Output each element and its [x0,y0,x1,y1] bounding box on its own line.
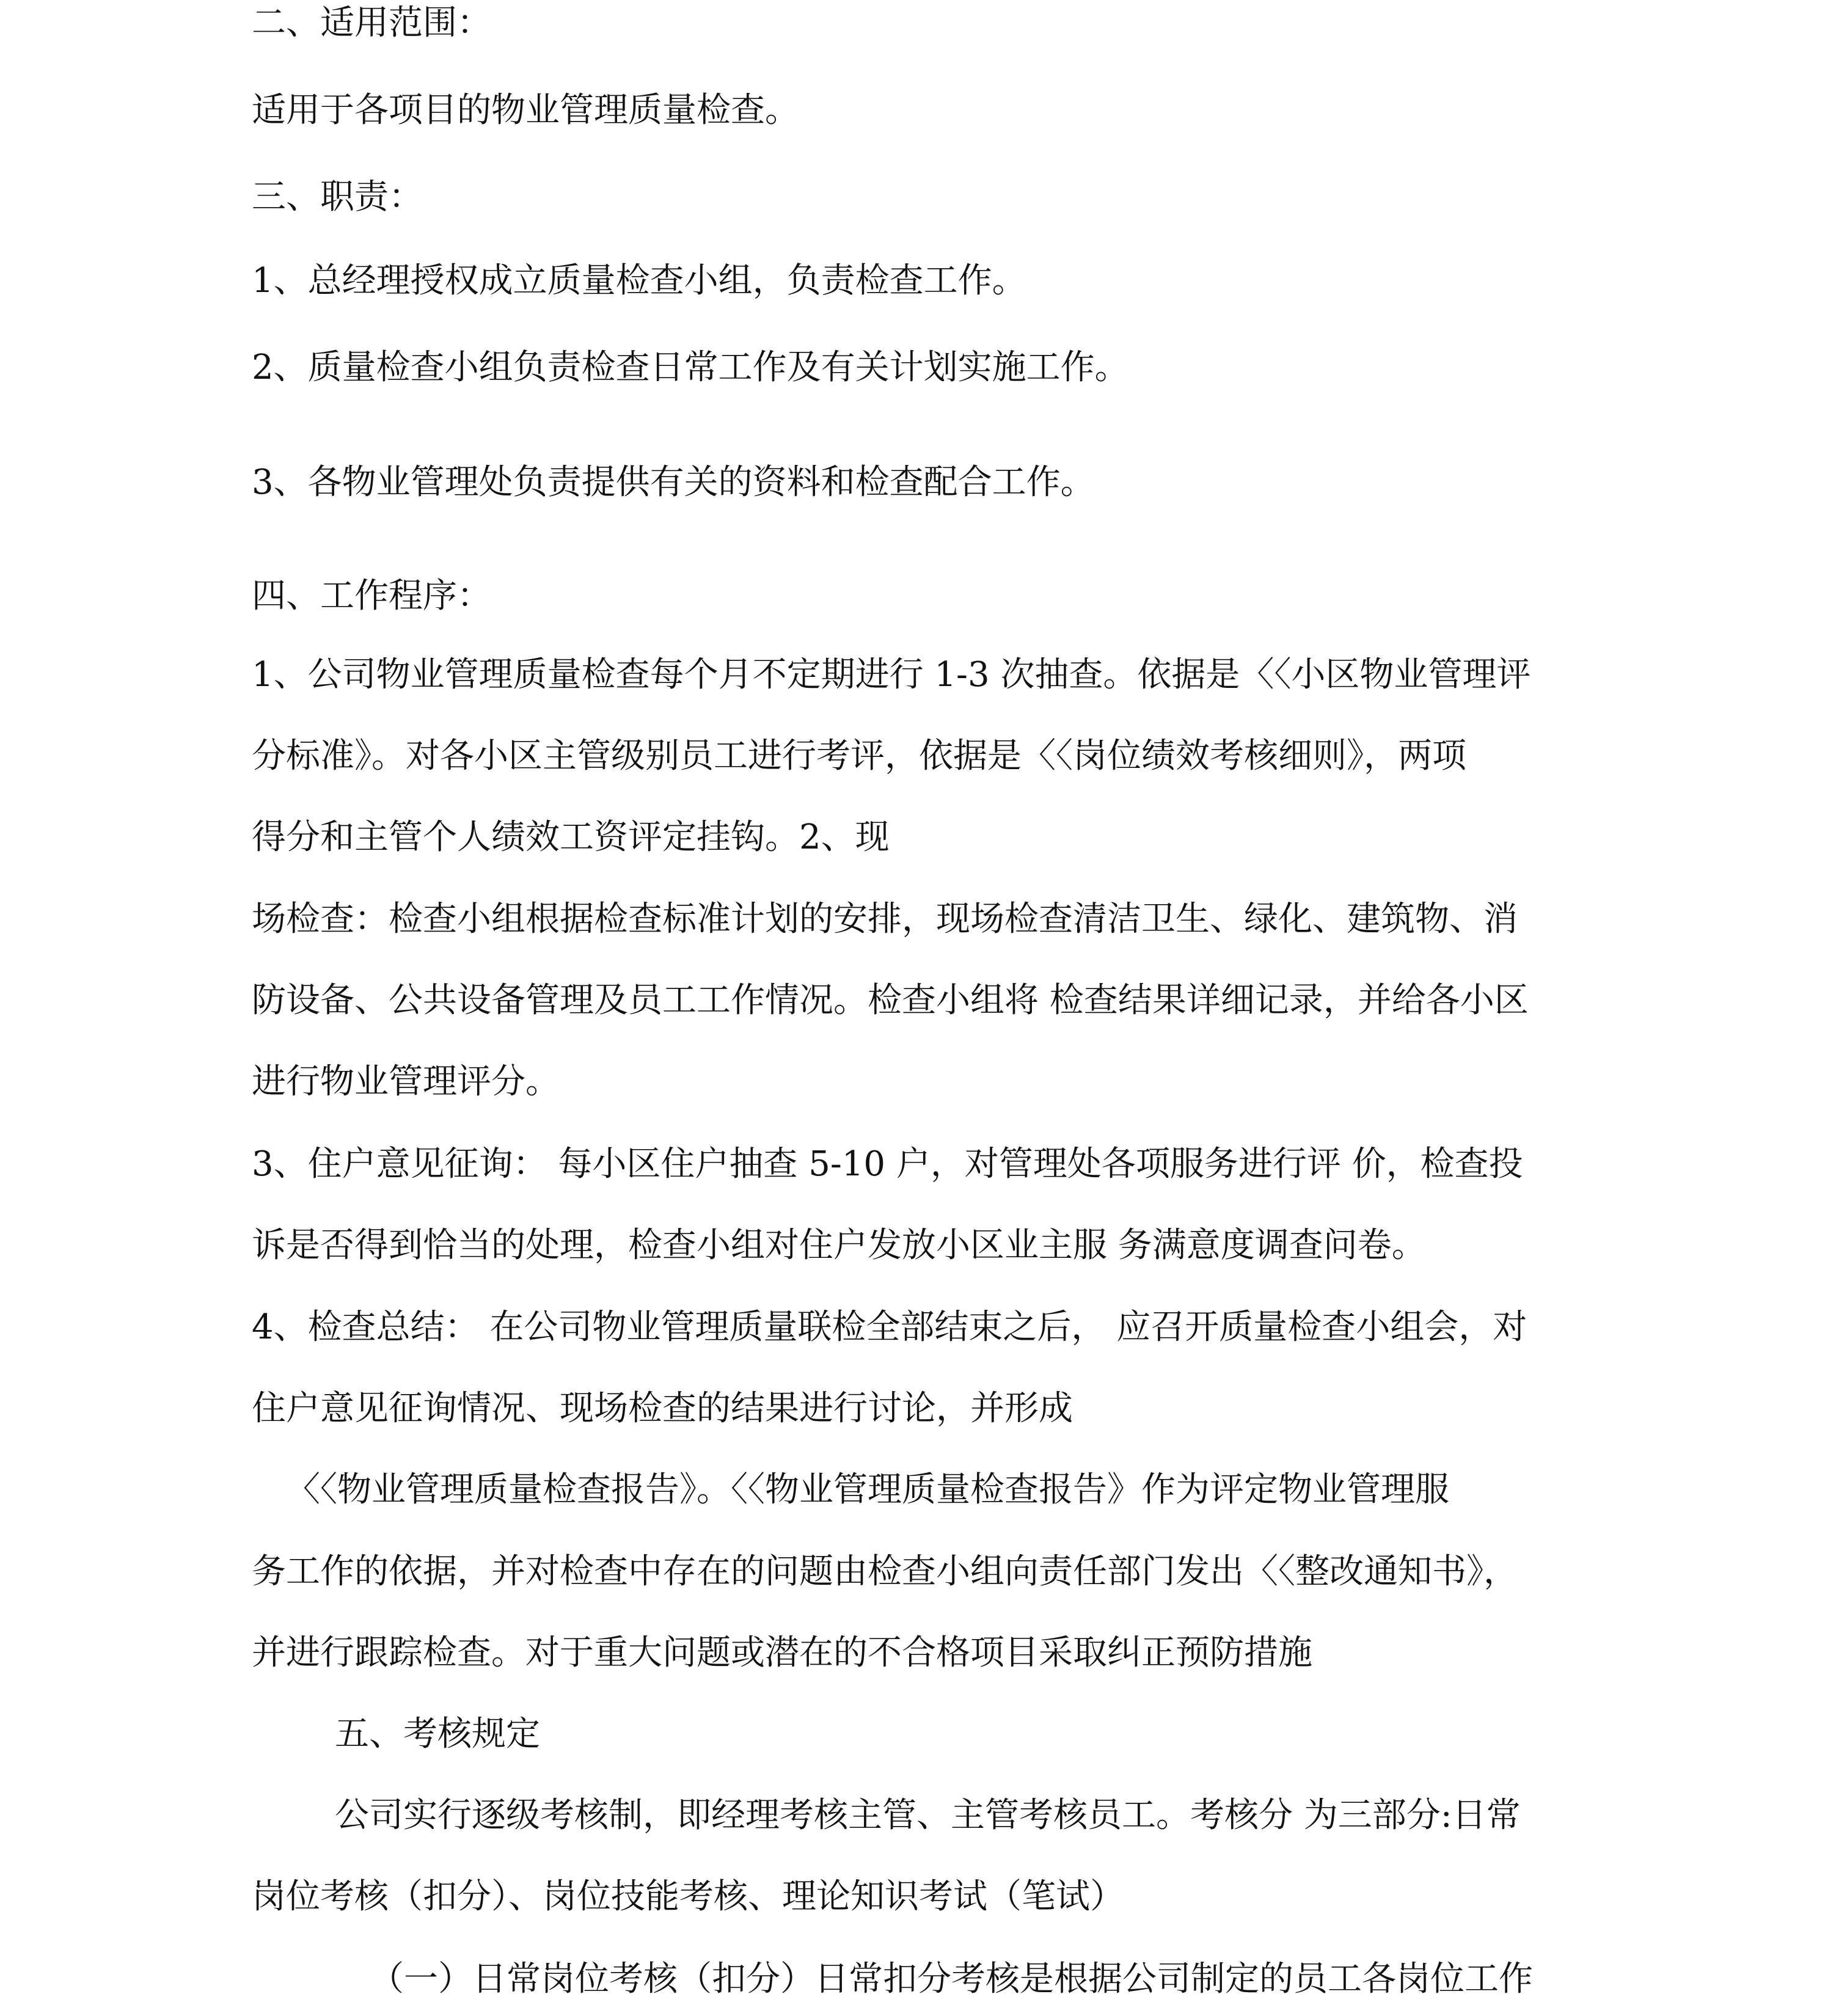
procedure-line: 1、公司物业管理质量检查每个月不定期进行 1-3 次抽查。依据是〈〈小区物业管理评 [252,655,1531,695]
procedure-line: 场检查：检查小组根据检查标准计划的安排，现场检查清洁卫生、绿化、建筑物、消 [252,899,1518,939]
assessment-line: 公司实行逐级考核制，即经理考核主管、主管考核员工。考核分 为三部分:日常 [335,1795,1521,1835]
heading-scope: 二、适用范围： [252,3,491,43]
scope-text: 适用于各项目的物业管理质量检查。 [252,90,799,130]
assessment-line: （一）日常岗位考核（扣分）日常扣分考核是根据公司制定的员工各岗位工作 [370,1959,1533,1999]
procedure-line: 防设备、公共设备管理及员工工作情况。检查小组将 检查结果详细记录，并给各小区 [252,981,1529,1020]
responsibility-item-1: 1、总经理授权成立质量检查小组，负责检查工作。 [252,261,1026,301]
responsibility-item-2: 2、质量检查小组负责检查日常工作及有关计划实施工作。 [252,348,1129,387]
procedure-line: 3、住户意见征询： 每小区住户抽查 5-10 户，对管理处各项服务进行评 价，检查投 [252,1144,1523,1184]
procedure-line: 得分和主管个人绩效工资评定挂钩。2、现 [252,817,890,857]
procedure-line: 4、检查总结： 在公司物业管理质量联检全部结束之后， 应召开质量检查小组会，对 [252,1307,1527,1347]
procedure-line: 务工作的依据，并对检查中存在的问题由检查小组向责任部门发出〈〈整改通知书》， [252,1552,1518,1591]
heading-procedure: 四、工作程序： [252,576,491,616]
procedure-line: 住户意见征询情况、现场检查的结果进行讨论，并形成 [252,1389,1073,1428]
procedure-line: 分标准》。对各小区主管级别员工进行考评，依据是〈〈岗位绩效考核细则》，两项 [252,736,1466,776]
heading-responsibilities: 三、职责： [252,177,423,217]
procedure-line: 进行物业管理评分。 [252,1062,560,1101]
procedure-line: 并进行跟踪检查。对于重大问题或潜在的不合格项目采取纠正预防措施 [252,1633,1312,1673]
heading-assessment: 五、考核规定 [335,1714,540,1754]
procedure-line: 诉是否得到恰当的处理，检查小组对住户发放小区业主服 务满意度调查问卷。 [252,1225,1426,1265]
assessment-line: 岗位考核（扣分）、岗位技能考核、理论知识考试（笔试） [252,1877,1124,1916]
procedure-line: 〈〈物业管理质量检查报告》。〈〈物业管理质量检查报告》作为评定物业管理服 [286,1470,1449,1510]
responsibility-item-3: 3、各物业管理处负责提供有关的资料和检查配合工作。 [252,462,1095,502]
